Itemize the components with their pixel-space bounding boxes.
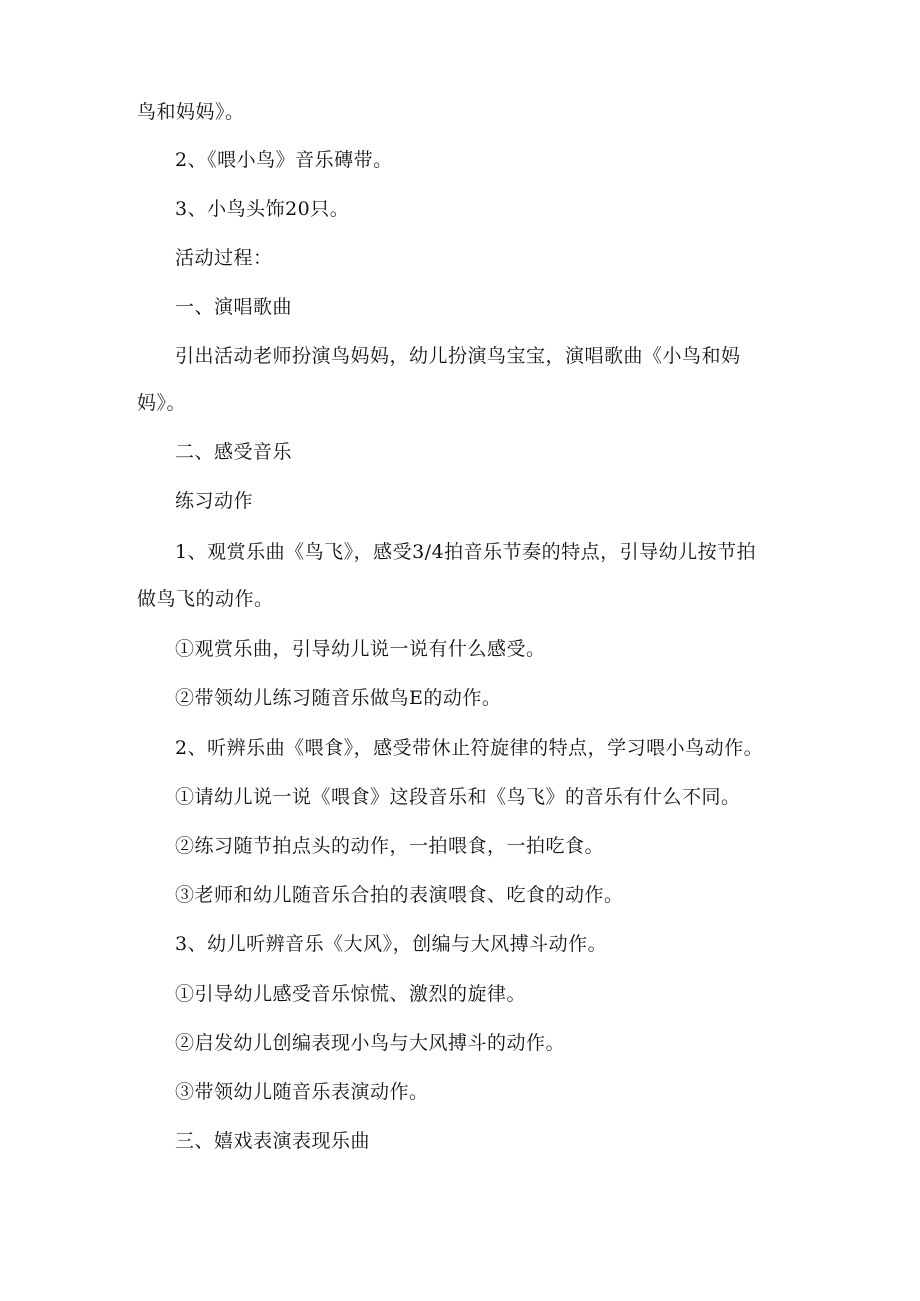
list-item-3: 3、小鸟头饰20只。 (175, 198, 350, 220)
list-item-3: 3、幼儿听辨音乐《大风》，创编与大风搏斗动作。 (175, 933, 608, 955)
paragraph-line: 妈》。 (137, 392, 187, 414)
paragraph-line: 引出活动老师扮演鸟妈妈，幼儿扮演鸟宝宝，演唱歌曲《小鸟和妈 (175, 345, 741, 367)
sub-item: ②练习随节拍点头的动作，一拍喂食，一拍吃食。 (175, 835, 605, 857)
paragraph-line: 鸟和妈妈》。 (137, 101, 245, 123)
section-heading-1: 一、演唱歌曲 (175, 296, 293, 318)
sub-item: ①请幼儿说一说《喂食》这段音乐和《鸟飞》的音乐有什么不同。 (175, 786, 741, 808)
list-item-1: 1、观赏乐曲《鸟飞》，感受3/4拍音乐节奏的特点，引导幼儿按节拍 (175, 541, 757, 563)
sub-item: ①引导幼儿感受音乐惊慌、激烈的旋律。 (175, 983, 527, 1005)
list-item-2: 2、《喂小鸟》音乐磚带。 (175, 149, 393, 171)
sub-item: ②启发幼儿创编表现小鸟与大风搏斗的动作。 (175, 1032, 566, 1054)
sub-item: ②带领幼儿练习随音乐做鸟E的动作。 (175, 687, 502, 709)
list-item-2: 2、听辨乐曲《喂食》，感受带休止符旋律的特点，学习喂小鸟动作。 (175, 737, 764, 759)
paragraph-line: 做鸟飞的动作。 (137, 588, 274, 610)
sub-item: ①观赏乐曲，引导幼儿说一说有什么感受。 (175, 638, 546, 660)
section-heading-3: 三、嬉戏表演表现乐曲 (175, 1130, 371, 1152)
section-label: 活动过程： (175, 247, 273, 269)
section-heading-2: 二、感受音乐 (175, 441, 293, 463)
sub-item: ③老师和幼儿随音乐合拍的表演喂食、吃食的动作。 (175, 884, 624, 906)
sub-item: ③带领幼儿随音乐表演动作。 (175, 1081, 429, 1103)
subsection-label: 练习动作 (175, 490, 254, 512)
